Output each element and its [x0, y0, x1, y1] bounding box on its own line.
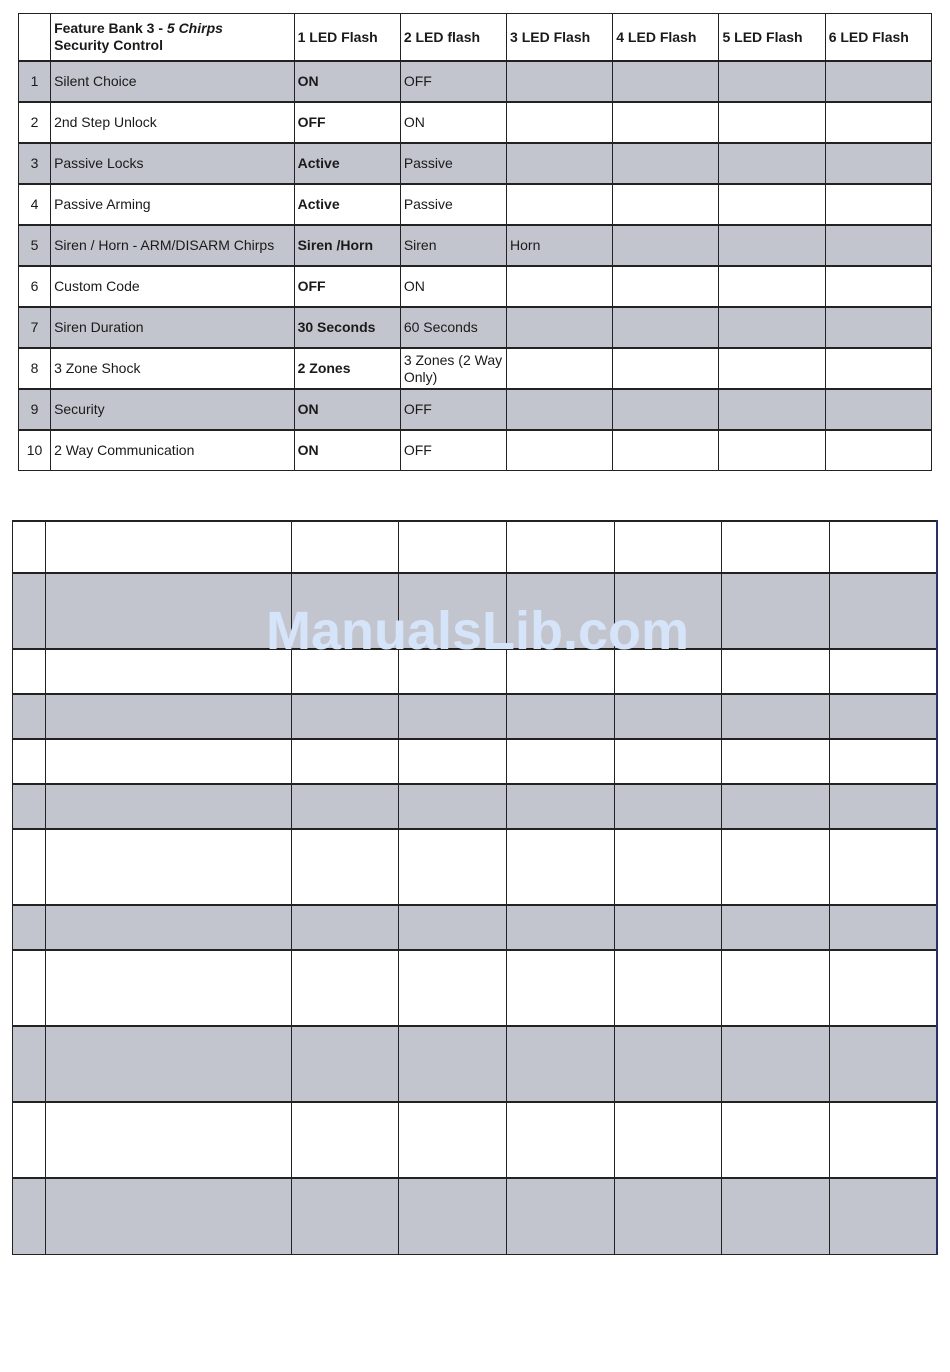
option-5 [719, 102, 825, 143]
option-6 [825, 61, 931, 102]
table-header-row [19, 14, 932, 62]
table-row [19, 389, 932, 430]
row-number: 6 [19, 266, 51, 307]
option-4 [613, 389, 719, 430]
option-4 [613, 307, 719, 348]
table-row [19, 61, 932, 102]
option-3: Horn [507, 225, 613, 266]
row-number: 10 [19, 430, 51, 471]
row-number: 2 [19, 102, 51, 143]
table-row [19, 348, 932, 389]
blank-row [13, 950, 937, 1026]
feature-name: Custom Code [51, 266, 295, 307]
feature-name: Passive Arming [51, 184, 295, 225]
option-6 [825, 389, 931, 430]
option-4 [613, 430, 719, 471]
table-row [19, 225, 932, 266]
option-3 [507, 184, 613, 225]
column-header: 5 LED Flash [719, 14, 825, 62]
feature-name: Security [51, 389, 295, 430]
option-1: 30 Seconds [294, 307, 400, 348]
option-1: ON [294, 61, 400, 102]
option-5 [719, 430, 825, 471]
option-5 [719, 266, 825, 307]
table-row [19, 184, 932, 225]
row-number: 5 [19, 225, 51, 266]
column-header: 1 LED Flash [294, 14, 400, 62]
option-3 [507, 389, 613, 430]
header-title-cell [51, 14, 295, 62]
option-1: ON [294, 430, 400, 471]
column-header: 3 LED Flash [507, 14, 613, 62]
option-1: Siren /Horn [294, 225, 400, 266]
option-5 [719, 184, 825, 225]
option-4 [613, 61, 719, 102]
option-5 [719, 348, 825, 389]
row-number: 9 [19, 389, 51, 430]
option-3 [507, 348, 613, 389]
option-5 [719, 307, 825, 348]
column-header: 4 LED Flash [613, 14, 719, 62]
option-1: Active [294, 143, 400, 184]
option-5 [719, 389, 825, 430]
option-2: OFF [400, 430, 506, 471]
option-4 [613, 225, 719, 266]
option-5 [719, 143, 825, 184]
option-6 [825, 266, 931, 307]
header-title: Feature Bank 3 - [54, 20, 167, 36]
option-2: OFF [400, 389, 506, 430]
option-3 [507, 266, 613, 307]
option-6 [825, 184, 931, 225]
table-row [19, 307, 932, 348]
header-subtitle: Security Control [54, 37, 163, 53]
blank-row [13, 784, 937, 829]
header-title-italic: 5 Chirps [166, 20, 223, 36]
option-5 [719, 61, 825, 102]
blank-row [13, 1026, 937, 1102]
option-2: Passive [400, 143, 506, 184]
option-2: Siren [400, 225, 506, 266]
row-number: 3 [19, 143, 51, 184]
option-2: ON [400, 102, 506, 143]
blank-row [13, 905, 937, 950]
table-row [19, 430, 932, 471]
row-number: 4 [19, 184, 51, 225]
option-4 [613, 266, 719, 307]
option-2: 60 Seconds [400, 307, 506, 348]
option-1: Active [294, 184, 400, 225]
feature-name: Passive Locks [51, 143, 295, 184]
blank-row [13, 1178, 937, 1254]
option-6 [825, 430, 931, 471]
blank-row [13, 739, 937, 784]
option-1: ON [294, 389, 400, 430]
option-4 [613, 102, 719, 143]
row-number: 8 [19, 348, 51, 389]
option-6 [825, 348, 931, 389]
blank-row [13, 521, 937, 573]
feature-name: 2nd Step Unlock [51, 102, 295, 143]
blank-row [13, 694, 937, 739]
row-number: 7 [19, 307, 51, 348]
table-row [19, 102, 932, 143]
row-number: 1 [19, 61, 51, 102]
blank-row [13, 1102, 937, 1178]
feature-name: Silent Choice [51, 61, 295, 102]
option-1: 2 Zones [294, 348, 400, 389]
blank-row [13, 829, 937, 905]
option-3 [507, 307, 613, 348]
option-4 [613, 143, 719, 184]
option-6 [825, 307, 931, 348]
column-header: 6 LED Flash [825, 14, 931, 62]
option-5 [719, 225, 825, 266]
feature-bank-table [18, 13, 932, 471]
feature-name: Siren / Horn - ARM/DISARM Chirps [51, 225, 295, 266]
option-1: OFF [294, 102, 400, 143]
option-2: Passive [400, 184, 506, 225]
option-3 [507, 143, 613, 184]
option-4 [613, 348, 719, 389]
feature-name: Siren Duration [51, 307, 295, 348]
option-3 [507, 61, 613, 102]
option-2: ON [400, 266, 506, 307]
header-number-cell [19, 14, 51, 62]
column-header: 2 LED flash [400, 14, 506, 62]
option-3 [507, 102, 613, 143]
option-1: OFF [294, 266, 400, 307]
option-6 [825, 143, 931, 184]
option-6 [825, 225, 931, 266]
table-row [19, 266, 932, 307]
option-6 [825, 102, 931, 143]
option-3 [507, 430, 613, 471]
option-2: OFF [400, 61, 506, 102]
feature-name: 3 Zone Shock [51, 348, 295, 389]
feature-name: 2 Way Communication [51, 430, 295, 471]
option-4 [613, 184, 719, 225]
table-row [19, 143, 932, 184]
option-2: 3 Zones (2 Way Only) [400, 348, 506, 389]
watermark: ManualsLib.com [266, 601, 690, 661]
